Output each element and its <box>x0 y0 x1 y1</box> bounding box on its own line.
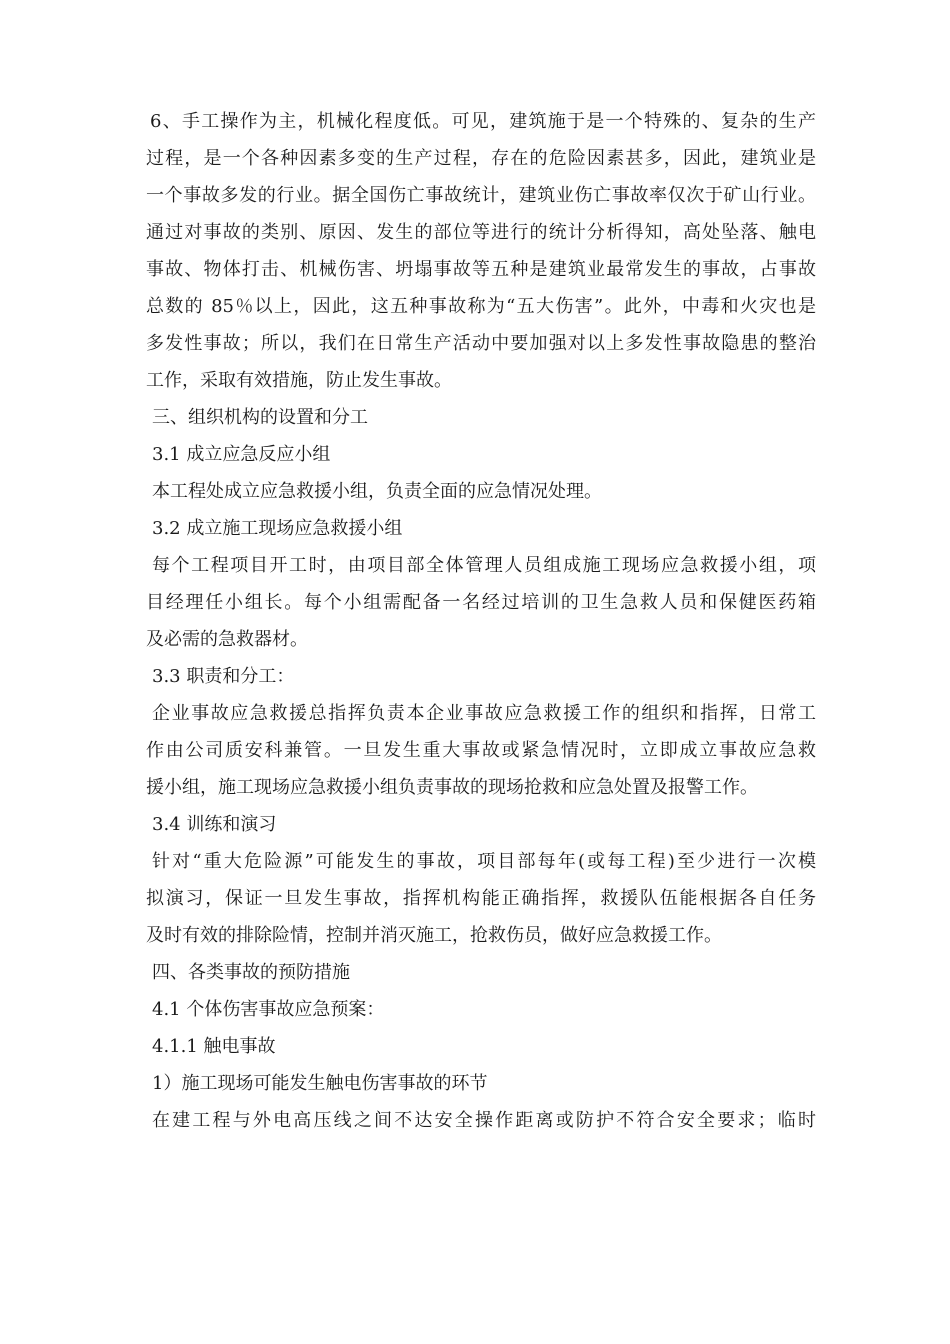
section-heading: 四、各类事故的预防措施 <box>152 962 350 983</box>
subsection-heading: 3.1 成立应急反应小组 <box>152 444 331 465</box>
paragraph-line: 通过对事故的类别、原因、发生的部位等进行的统计分析得知，高处坠落、触电 <box>146 222 816 243</box>
paragraph-line: 及时有效的排除险情，控制并消灭施工，抢救伤员，做好应急救援工作。 <box>146 925 722 946</box>
subsection-heading: 3.3 职责和分工： <box>152 666 295 687</box>
list-item: 1）施工现场可能发生触电伤害事故的环节 <box>152 1073 488 1094</box>
paragraph-line: 在建工程与外电高压线之间不达安全操作距离或防护不符合安全要求；临时 <box>152 1110 816 1131</box>
paragraph-line: 企业事故应急救援总指挥负责本企业事故应急救援工作的组织和指挥，日常工 <box>152 703 816 724</box>
paragraph-line: 针对“重大危险源”可能发生的事故，项目部每年(或每工程)至少进行一次模 <box>152 851 816 872</box>
subsection-heading: 3.2 成立施工现场应急救援小组 <box>152 518 403 539</box>
paragraph-line: 每个工程项目开工时，由项目部全体管理人员组成施工现场应急救援小组，项 <box>152 555 816 576</box>
paragraph-line: 作由公司质安科兼管。一旦发生重大事故或紧急情况时，立即成立事故应急救 <box>146 740 816 761</box>
subsection-heading: 4.1.1 触电事故 <box>152 1036 276 1057</box>
paragraph-line: 本工程处成立应急救援小组，负责全面的应急情况处理。 <box>152 481 602 502</box>
paragraph-line: 过程，是一个各种因素多变的生产过程，存在的危险因素甚多，因此，建筑业是 <box>146 148 816 169</box>
paragraph-line: 工作，采取有效措施，防止发生事故。 <box>146 370 452 391</box>
subsection-heading: 3.4 训练和演习 <box>152 814 277 835</box>
paragraph-line: 目经理任小组长。每个小组需配备一名经过培训的卫生急救人员和保健医药箱 <box>146 592 816 613</box>
paragraph-line: 事故、物体打击、机械伤害、坍塌事故等五种是建筑业最常发生的事故，占事故 <box>146 259 816 280</box>
paragraph-line: 多发性事故；所以，我们在日常生产活动中要加强对以上多发性事故隐患的整治 <box>146 333 816 354</box>
section-heading: 三、组织机构的设置和分工 <box>152 407 368 428</box>
paragraph-line: 总数的 85％以上，因此，这五种事故称为“五大伤害”。此外，中毒和火灾也是 <box>146 296 816 317</box>
paragraph-line: 6、手工操作为主，机械化程度低。可见，建筑施于是一个特殊的、复杂的生产 <box>150 111 816 132</box>
paragraph-line: 及必需的急救器材。 <box>146 629 308 650</box>
paragraph-line: 一个事故多发的行业。据全国伤亡事故统计，建筑业伤亡事故率仅次于矿山行业。 <box>146 185 816 206</box>
paragraph-line: 拟演习，保证一旦发生事故，指挥机构能正确指挥，救援队伍能根据各自任务 <box>146 888 816 909</box>
subsection-heading: 4.1 个体伤害事故应急预案： <box>152 999 385 1020</box>
paragraph-line: 援小组，施工现场应急救援小组负责事故的现场抢救和应急处置及报警工作。 <box>146 777 758 798</box>
